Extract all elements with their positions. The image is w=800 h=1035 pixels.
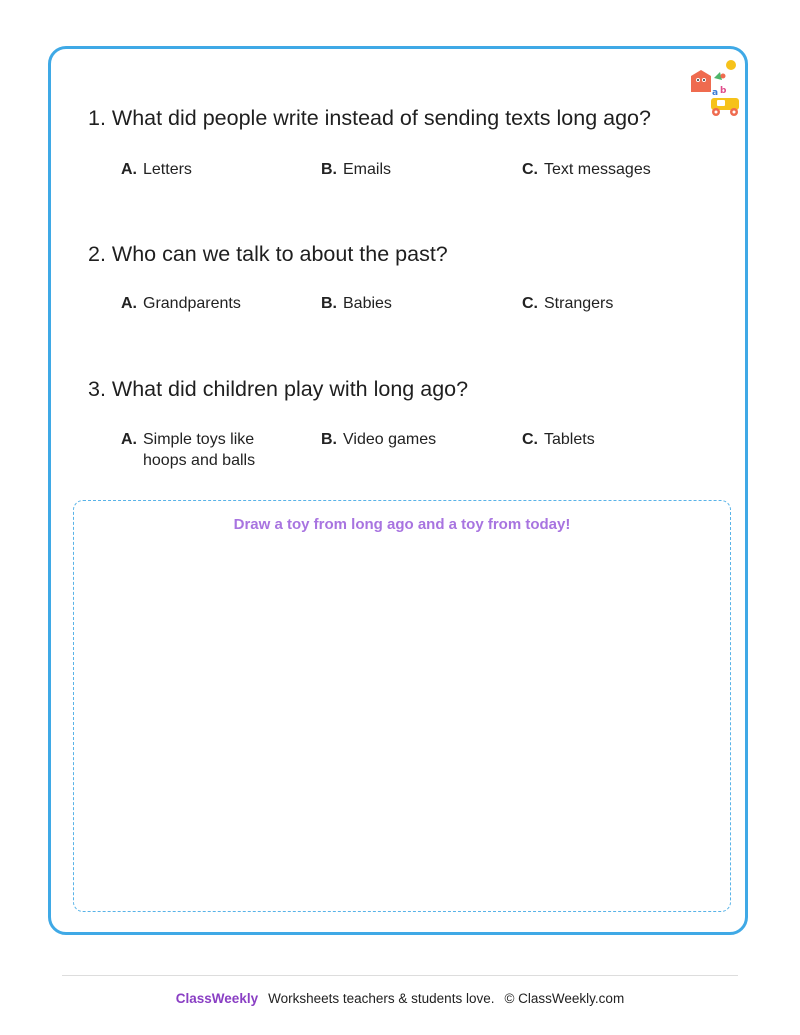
footer-divider xyxy=(62,975,738,976)
option-letter: A. xyxy=(121,161,137,178)
question-3: 3. What did children play with long ago? xyxy=(88,377,469,401)
option-letter: C. xyxy=(522,431,538,448)
option-text: Babies xyxy=(343,295,392,312)
footer-copyright: © ClassWeekly.com xyxy=(504,991,625,1006)
option-text: Letters xyxy=(143,161,192,178)
option-letter: B. xyxy=(321,161,337,178)
option-text: Video games xyxy=(343,431,437,448)
option-letter: C. xyxy=(522,161,538,178)
option-text: Simple toys like xyxy=(143,431,255,448)
drawing-prompt: Draw a toy from long ago and a toy from today! xyxy=(233,516,571,533)
option-3a[interactable] xyxy=(121,429,255,471)
footer xyxy=(0,991,800,1006)
svg-text:b: b xyxy=(720,86,727,96)
option-2b[interactable] xyxy=(321,293,392,314)
option-letter: B. xyxy=(321,295,337,312)
option-text: Text messages xyxy=(544,161,651,178)
option-letter: A. xyxy=(121,295,137,312)
option-1b[interactable] xyxy=(321,159,391,180)
question-2: 2. Who can we talk to about the past? xyxy=(88,242,448,266)
option-2c[interactable] xyxy=(522,293,613,314)
option-1a[interactable] xyxy=(121,159,192,180)
option-3c[interactable] xyxy=(522,429,595,450)
option-letter: A. xyxy=(121,431,137,448)
drawing-area[interactable] xyxy=(73,500,731,912)
option-text: Tablets xyxy=(544,431,595,448)
toys-illustration-icon xyxy=(687,58,743,118)
option-text-line-2: hoops and balls xyxy=(143,452,256,469)
option-letter: B. xyxy=(321,431,337,448)
option-letter: C. xyxy=(522,295,538,312)
footer-tagline: Worksheets teachers & students love. xyxy=(268,991,495,1006)
option-1c[interactable] xyxy=(522,159,651,180)
question-1: 1. What did people write instead of sending texts long ago? xyxy=(88,106,651,130)
footer-brand: ClassWeekly xyxy=(175,991,259,1006)
option-2a[interactable] xyxy=(121,293,241,314)
option-3b[interactable] xyxy=(321,429,436,450)
svg-text:a: a xyxy=(712,88,719,98)
option-text: Grandparents xyxy=(143,295,241,312)
option-text: Emails xyxy=(343,161,392,178)
option-text: Strangers xyxy=(544,295,614,312)
